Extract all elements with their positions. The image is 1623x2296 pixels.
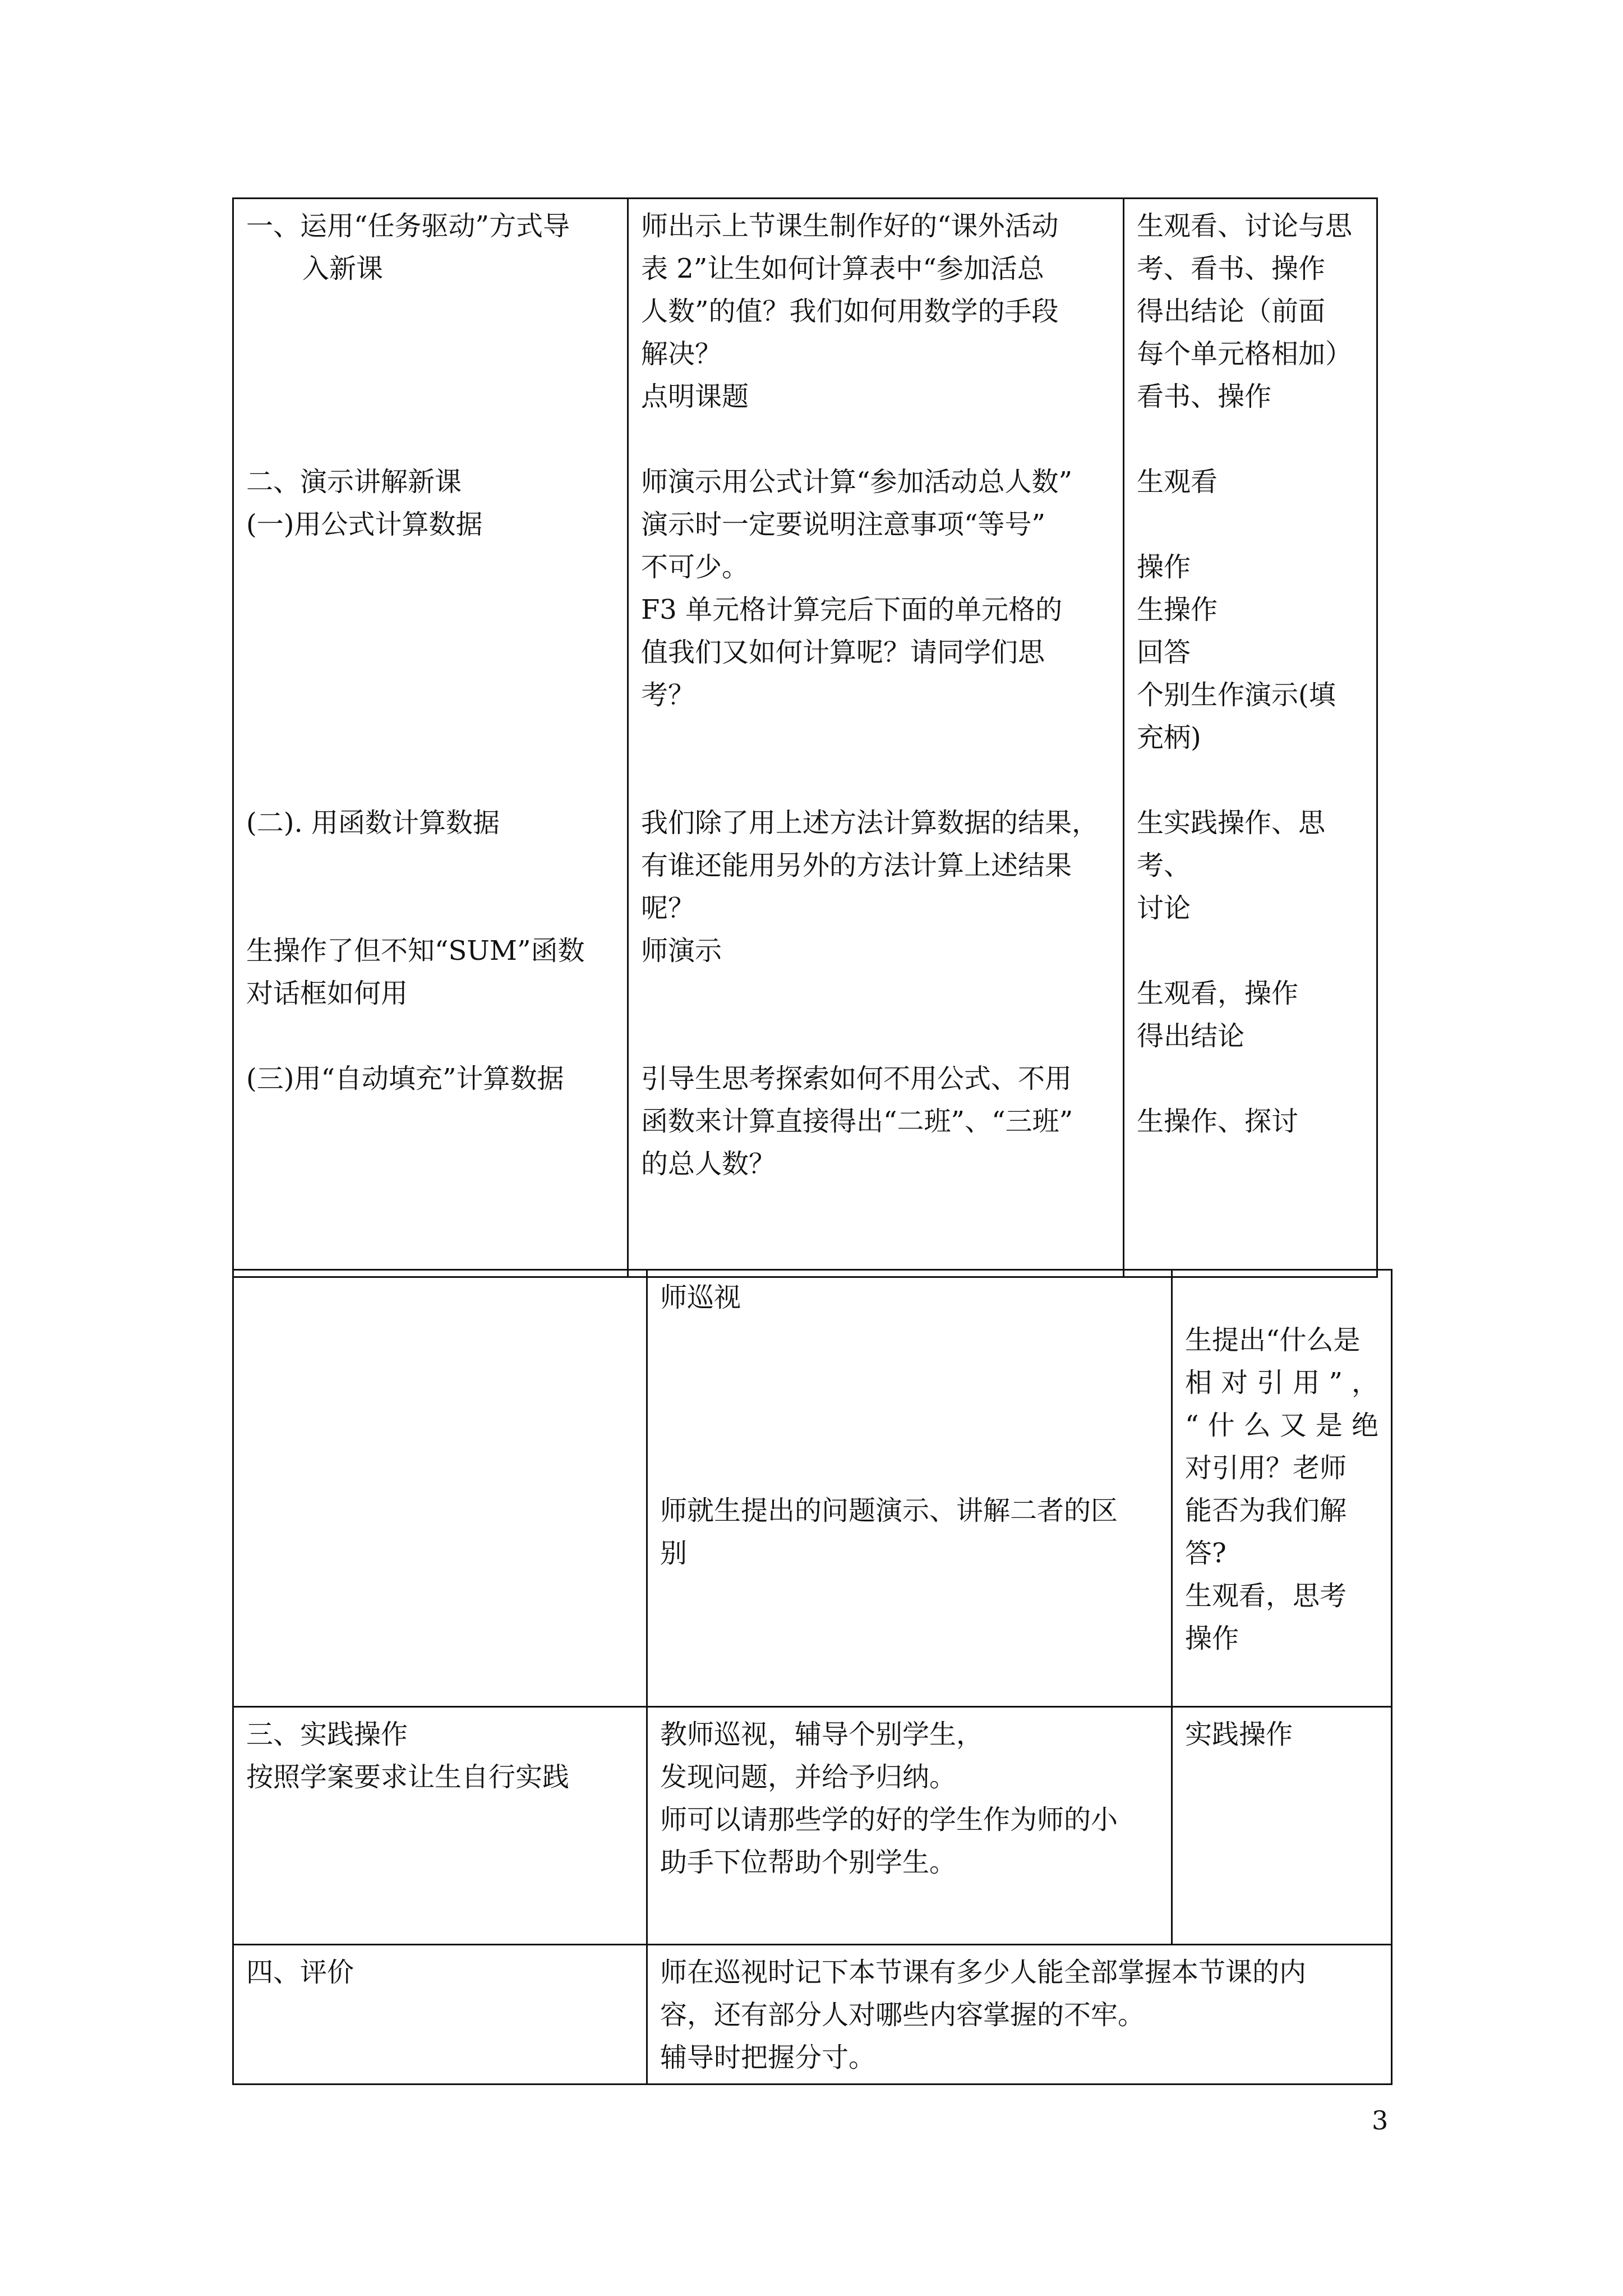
stage-cell [233, 1707, 647, 1945]
text-line: 演示时一定要说明注意事项“等号” [641, 509, 1046, 540]
teacher-activity-cell [647, 1270, 1172, 1707]
student-activity-cell [1172, 1270, 1392, 1707]
text-line: 一、运用“任务驱动”方式导 [246, 210, 570, 242]
text-line: 不可少。 [641, 551, 749, 583]
text-line: 入新课 [302, 253, 384, 284]
stage-cell [233, 1945, 647, 2085]
text-line: 解决？ [641, 338, 722, 370]
text-line: 相对引用”， [1185, 1367, 1378, 1398]
text-line: 生实践操作、思考、 [1137, 807, 1326, 881]
section-heading: 三、实践操作 [246, 1719, 408, 1750]
teacher-activity-cell [647, 1707, 1172, 1945]
text-line: 对引用？老师 [1185, 1452, 1347, 1484]
lesson-table-upper [232, 197, 1378, 1278]
text-line: 发现问题，并给予归纳。 [660, 1761, 957, 1793]
text-line: 按照学案要求让生自行实践 [246, 1761, 570, 1793]
text-line: 表 2”让生如何计算表中“参加活总 [641, 253, 1044, 284]
text-line: 生观看 [1137, 466, 1218, 498]
text-line: 值我们又如何计算呢？请同学们思 [641, 637, 1045, 668]
text-line: 引导生思考探索如何不用公式、不用 [641, 1063, 1072, 1094]
student-activity-cell [1124, 199, 1377, 1277]
text-line: 点明课题 [641, 381, 749, 412]
text-line: 辅导时把握分寸。 [660, 2042, 876, 2073]
text-line: 教师巡视，辅导个别学生， [660, 1719, 984, 1750]
text-line: 讨论 [1137, 892, 1191, 924]
text-line: 我们除了用上述方法计算数据的结果， [641, 807, 1099, 839]
text-line: 容，还有部分人对哪些内容掌握的不牢。 [660, 1999, 1145, 2031]
text-line: 助手下位帮助个别学生。 [660, 1847, 957, 1878]
text-line: 生操作 [1137, 594, 1218, 625]
text-line: 得出结论（前面 [1137, 296, 1326, 327]
text-line: 生观看、讨论与思 [1137, 210, 1353, 242]
text-line: 每个单元格相加） [1137, 338, 1353, 370]
text-line: 呢？ [641, 892, 695, 924]
text-line: 生提出“什么是 [1185, 1324, 1361, 1356]
text-line: 看书、操作 [1137, 381, 1272, 412]
section-heading: 二、演示讲解新课 [246, 466, 462, 498]
text-line: “什么又是绝 [1185, 1410, 1378, 1441]
text-line: 能否为我们解 [1185, 1495, 1347, 1526]
text-line: 考、看书、操作 [1137, 253, 1326, 284]
table-row [233, 199, 1377, 1277]
text-line: 师演示用公式计算“参加活动总人数” [641, 466, 1073, 498]
table-row [233, 1707, 1392, 1945]
text-line: 有谁还能用另外的方法计算上述结果 [641, 850, 1072, 881]
table-row [233, 1945, 1392, 2085]
text-line: 师出示上节课生制作好的“课外活动 [641, 210, 1059, 242]
table-row [233, 1270, 1392, 1707]
text-line: 别 [660, 1538, 688, 1569]
text-line: 生操作了但不知“SUM”函数 [246, 935, 585, 967]
text-line: 操作 [1137, 551, 1191, 583]
text-line: 答? [1185, 1538, 1227, 1569]
text-line: 对话框如何用 [246, 978, 408, 1009]
subsection-heading: (二). 用函数计算数据 [246, 807, 500, 839]
text-line: 实践操作 [1185, 1719, 1293, 1750]
text-line: 师在巡视时记下本节课有多少人能全部掌握本节课的内 [660, 1957, 1307, 1988]
stage-cell [233, 199, 628, 1277]
text-line: 得出结论 [1137, 1020, 1245, 1052]
text-line: 师可以请那些学的好的学生作为师的小 [660, 1804, 1118, 1835]
text-line: 师演示 [641, 935, 722, 967]
text-line: 操作 [1185, 1623, 1239, 1654]
lesson-table-lower [232, 1269, 1393, 2085]
stage-cell [233, 1270, 647, 1707]
subsection-heading: (一)用公式计算数据 [246, 509, 483, 540]
student-activity-cell [1172, 1707, 1392, 1945]
text-line: F3 单元格计算完后下面的单元格的 [641, 594, 1063, 625]
page-number: 3 [1372, 2105, 1389, 2136]
text-line: 生观看，操作 [1137, 978, 1299, 1009]
subsection-heading: (三)用“自动填充”计算数据 [246, 1063, 564, 1094]
text-line: 个别生作演示(填 [1137, 679, 1336, 711]
text-line: 人数”的值？我们如何用数学的手段 [641, 296, 1059, 327]
text-line: 师巡视 [660, 1282, 741, 1313]
section-heading: 四、评价 [246, 1957, 354, 1988]
text-line: 的总人数？ [641, 1148, 776, 1180]
evaluation-cell [647, 1945, 1392, 2085]
teacher-activity-cell [628, 199, 1124, 1277]
text-line: 回答 [1137, 637, 1191, 668]
text-line: 考？ [641, 679, 695, 711]
text-line: 充柄) [1137, 722, 1201, 753]
text-line: 生操作、探讨 [1137, 1106, 1299, 1137]
text-line: 函数来计算直接得出“二班”、“三班” [641, 1106, 1073, 1137]
text-line: 生观看，思考 [1185, 1580, 1347, 1612]
text-line: 师就生提出的问题演示、讲解二者的区 [660, 1495, 1118, 1526]
